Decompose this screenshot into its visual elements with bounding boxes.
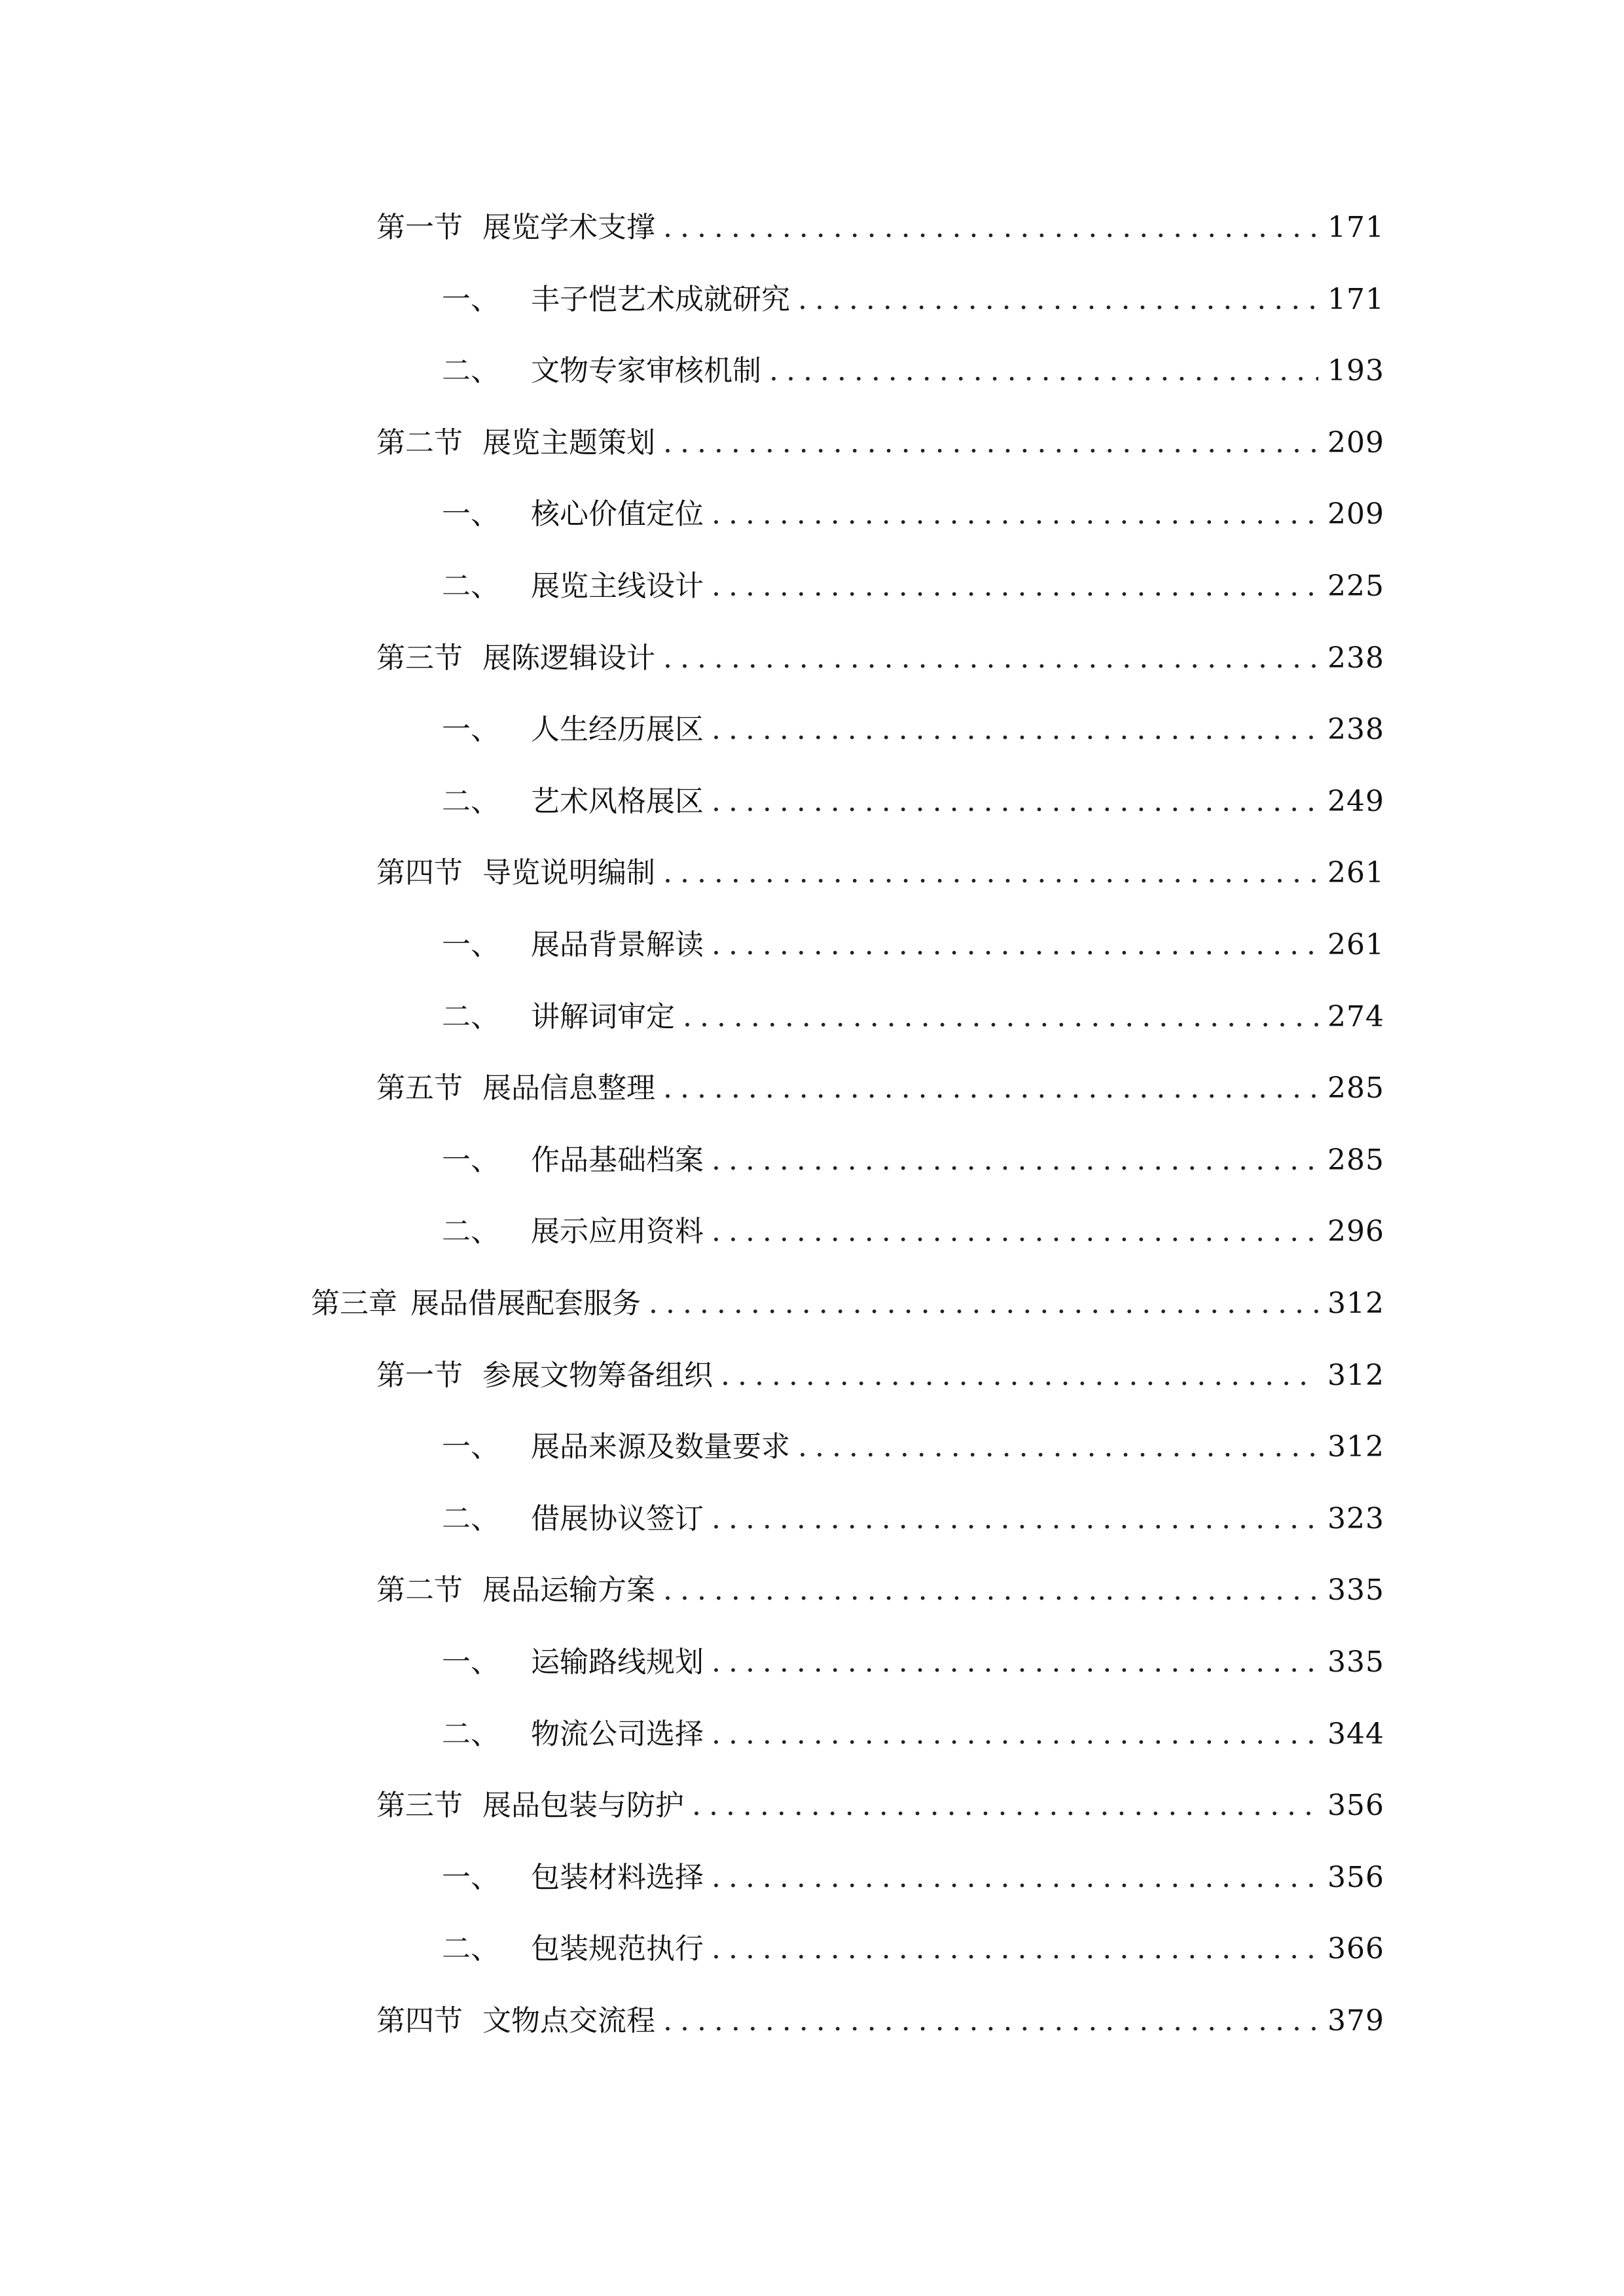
toc-page-number: 285 <box>1327 1071 1384 1105</box>
toc-entry-text: 展品运输方案 <box>482 1573 655 1607</box>
toc-entry-title <box>442 1196 704 1268</box>
toc-entry-title <box>442 335 761 407</box>
toc-page-number: 261 <box>1327 928 1384 961</box>
toc-entry-number: 二、 <box>442 354 499 388</box>
toc-page-number: 238 <box>1327 641 1384 675</box>
toc-entry-title <box>376 1554 655 1626</box>
toc-entry-text: 参展文物筹备组织 <box>482 1358 713 1392</box>
toc-dot-leader <box>663 192 1318 264</box>
toc-dot-leader <box>663 622 1318 694</box>
toc-entry-number: 一、 <box>442 1143 499 1177</box>
toc-entry[interactable] <box>376 1985 1384 2057</box>
toc-entry-title <box>442 1124 704 1196</box>
toc-entry-text: 文物专家审核机制 <box>531 354 761 388</box>
toc-entry-title <box>376 622 655 694</box>
toc-entry-number: 二、 <box>442 1932 499 1966</box>
toc-entry-text: 展示应用资料 <box>531 1215 704 1249</box>
toc-entry-number: 一、 <box>442 713 499 747</box>
toc-entry[interactable] <box>442 264 1384 336</box>
toc-entry-number: 二、 <box>442 999 499 1033</box>
toc-entry-text: 作品基础档案 <box>531 1143 704 1177</box>
toc-entry[interactable] <box>442 1698 1384 1770</box>
toc-entry-text: 文物点交流程 <box>482 2004 655 2037</box>
toc-entry-number: 一、 <box>442 1645 499 1679</box>
toc-entry-number: 一、 <box>442 282 499 316</box>
toc-entry[interactable] <box>376 192 1384 264</box>
toc-entry[interactable] <box>442 550 1384 622</box>
toc-page-number: 261 <box>1327 856 1384 890</box>
toc-entry-number: 二、 <box>442 1717 499 1751</box>
toc-entry-title <box>376 1340 713 1412</box>
toc-dot-leader <box>712 1842 1318 1914</box>
toc-entry[interactable] <box>442 766 1384 838</box>
toc-page-number: 379 <box>1327 2004 1384 2037</box>
toc-dot-leader <box>663 837 1318 909</box>
toc-entry[interactable] <box>442 1124 1384 1196</box>
toc-entry-number: 一、 <box>442 1430 499 1464</box>
toc-entry-title <box>442 478 704 550</box>
toc-entry-number: 第三节 <box>376 641 463 675</box>
toc-page-number: 366 <box>1327 1932 1384 1966</box>
toc-entry-text: 展览主线设计 <box>531 569 704 603</box>
toc-entry[interactable] <box>442 981 1384 1053</box>
toc-entry-title <box>376 837 655 909</box>
toc-dot-leader <box>712 1196 1318 1268</box>
toc-page-number: 356 <box>1327 1789 1384 1823</box>
toc-entry-title <box>376 1985 655 2057</box>
toc-dot-leader <box>712 909 1318 981</box>
toc-entry[interactable] <box>442 1483 1384 1555</box>
toc-page-number: 312 <box>1327 1358 1384 1392</box>
toc-page-number: 344 <box>1327 1717 1384 1751</box>
toc-entry-text: 人生经历展区 <box>531 713 704 747</box>
toc-dot-leader <box>712 1626 1318 1698</box>
toc-dot-leader <box>663 1985 1318 2057</box>
toc-entry-text: 运输路线规划 <box>531 1645 704 1679</box>
toc-entry[interactable] <box>442 335 1384 407</box>
toc-entry[interactable] <box>442 478 1384 550</box>
toc-dot-leader <box>663 407 1318 479</box>
toc-entry-text: 核心价值定位 <box>531 497 704 531</box>
toc-dot-leader <box>649 1268 1318 1340</box>
toc-page-number: 285 <box>1327 1143 1384 1177</box>
toc-entry-text: 艺术风格展区 <box>531 784 704 818</box>
toc-entry-text: 展品背景解读 <box>531 928 704 961</box>
toc-entry-number: 二、 <box>442 1501 499 1535</box>
toc-entry[interactable] <box>376 1052 1384 1124</box>
toc-dot-leader <box>712 694 1318 766</box>
toc-entry-number: 一、 <box>442 1860 499 1894</box>
toc-dot-leader <box>769 335 1318 407</box>
toc-entry-text: 展品来源及数量要求 <box>531 1430 790 1464</box>
toc-entry-text: 展品信息整理 <box>482 1071 655 1105</box>
toc-page-number: 335 <box>1327 1645 1384 1679</box>
toc-entry-text: 展品包装与防护 <box>482 1789 684 1823</box>
toc-entry-text: 包装材料选择 <box>531 1860 704 1894</box>
toc-entry-text: 包装规范执行 <box>531 1932 704 1966</box>
toc-dot-leader <box>712 1124 1318 1196</box>
toc-entry-number: 一、 <box>442 497 499 531</box>
toc-page-number: 323 <box>1327 1501 1384 1535</box>
toc-dot-leader <box>712 478 1318 550</box>
toc-entry-number: 第四节 <box>376 856 463 890</box>
toc-page-number: 335 <box>1327 1573 1384 1607</box>
toc-entry-title <box>442 694 704 766</box>
toc-entry[interactable] <box>376 622 1384 694</box>
toc-entry-title <box>311 1268 641 1340</box>
toc-entry[interactable] <box>376 1770 1384 1842</box>
toc-dot-leader <box>798 264 1318 336</box>
toc-entry[interactable] <box>376 407 1384 479</box>
toc-page-number: 171 <box>1327 211 1384 244</box>
toc-entry[interactable] <box>442 1626 1384 1698</box>
toc-entry[interactable] <box>442 694 1384 766</box>
toc-dot-leader <box>663 1554 1318 1626</box>
toc-page-number: 356 <box>1327 1860 1384 1894</box>
toc-entry[interactable] <box>442 1196 1384 1268</box>
toc-entry-title <box>376 407 655 479</box>
toc-entry-text: 展品借展配套服务 <box>410 1287 641 1320</box>
toc-entry-number: 第一节 <box>376 1358 463 1392</box>
toc-page-number: 209 <box>1327 497 1384 531</box>
toc-dot-leader <box>692 1770 1318 1842</box>
toc-dot-leader <box>663 1052 1318 1124</box>
toc-page-number: 312 <box>1327 1430 1384 1464</box>
toc-entry-text: 讲解词审定 <box>531 999 675 1033</box>
toc-entry-number: 第三章 <box>311 1287 397 1320</box>
toc-page-number: 249 <box>1327 784 1384 818</box>
toc-entry-text: 物流公司选择 <box>531 1717 704 1751</box>
toc-entry-number: 二、 <box>442 784 499 818</box>
toc-dot-leader <box>712 1483 1318 1555</box>
toc-entry[interactable] <box>376 1554 1384 1626</box>
toc-entry[interactable] <box>311 1268 1384 1340</box>
toc-page-number: 274 <box>1327 999 1384 1033</box>
toc-entry-title <box>442 264 790 336</box>
toc-entry-title <box>442 981 675 1053</box>
toc-entry-number: 二、 <box>442 569 499 603</box>
toc-entry-number: 二、 <box>442 1215 499 1249</box>
toc-entry-text: 导览说明编制 <box>482 856 655 890</box>
toc-entry-title <box>376 1052 655 1124</box>
toc-page-number: 193 <box>1327 354 1384 388</box>
toc-entry-text: 借展协议签订 <box>531 1501 704 1535</box>
toc-dot-leader <box>798 1411 1318 1483</box>
toc-entry-title <box>442 909 704 981</box>
toc-page-number: 296 <box>1327 1215 1384 1249</box>
toc-entry-number: 一、 <box>442 928 499 961</box>
toc-entry[interactable] <box>442 909 1384 981</box>
toc-page-number: 209 <box>1327 425 1384 459</box>
toc-entry-title <box>376 1770 684 1842</box>
toc-entry-text: 展览主题策划 <box>482 425 655 459</box>
toc-dot-leader <box>712 1698 1318 1770</box>
toc-dot-leader <box>712 1913 1318 1985</box>
toc-entry-title <box>376 192 655 264</box>
toc-entry[interactable] <box>376 837 1384 909</box>
toc-page-number: 312 <box>1327 1287 1384 1320</box>
toc-entry-title <box>442 1842 704 1914</box>
toc-entry[interactable] <box>376 1340 1384 1412</box>
toc-entry[interactable] <box>442 1411 1384 1483</box>
toc-entry-number: 第五节 <box>376 1071 463 1105</box>
toc-entry-title <box>442 1411 790 1483</box>
toc-entry-number: 第二节 <box>376 1573 463 1607</box>
toc-entry-title <box>442 550 704 622</box>
toc-entry-text: 展览学术支撑 <box>482 211 655 244</box>
toc-entry[interactable] <box>442 1842 1384 1914</box>
toc-entry-number: 第三节 <box>376 1789 463 1823</box>
toc-entry-text: 丰子恺艺术成就研究 <box>531 282 790 316</box>
toc-entry-title <box>442 1483 704 1555</box>
toc-entry-text: 展陈逻辑设计 <box>482 641 655 675</box>
toc-entry-title <box>442 766 704 838</box>
toc-entry-number: 第二节 <box>376 425 463 459</box>
toc-dot-leader <box>712 550 1318 622</box>
toc-dot-leader <box>683 981 1318 1053</box>
toc-entry-title <box>442 1913 704 1985</box>
toc-page-number: 171 <box>1327 282 1384 316</box>
toc-entry-title <box>442 1698 704 1770</box>
toc-entry[interactable] <box>442 1913 1384 1985</box>
toc-dot-leader <box>712 766 1318 838</box>
toc-entry-number: 第四节 <box>376 2004 463 2037</box>
toc-page-number: 238 <box>1327 713 1384 747</box>
toc-entry-number: 第一节 <box>376 211 463 244</box>
toc-dot-leader <box>721 1340 1318 1412</box>
toc-entry-title <box>442 1626 704 1698</box>
toc-page-number: 225 <box>1327 569 1384 603</box>
